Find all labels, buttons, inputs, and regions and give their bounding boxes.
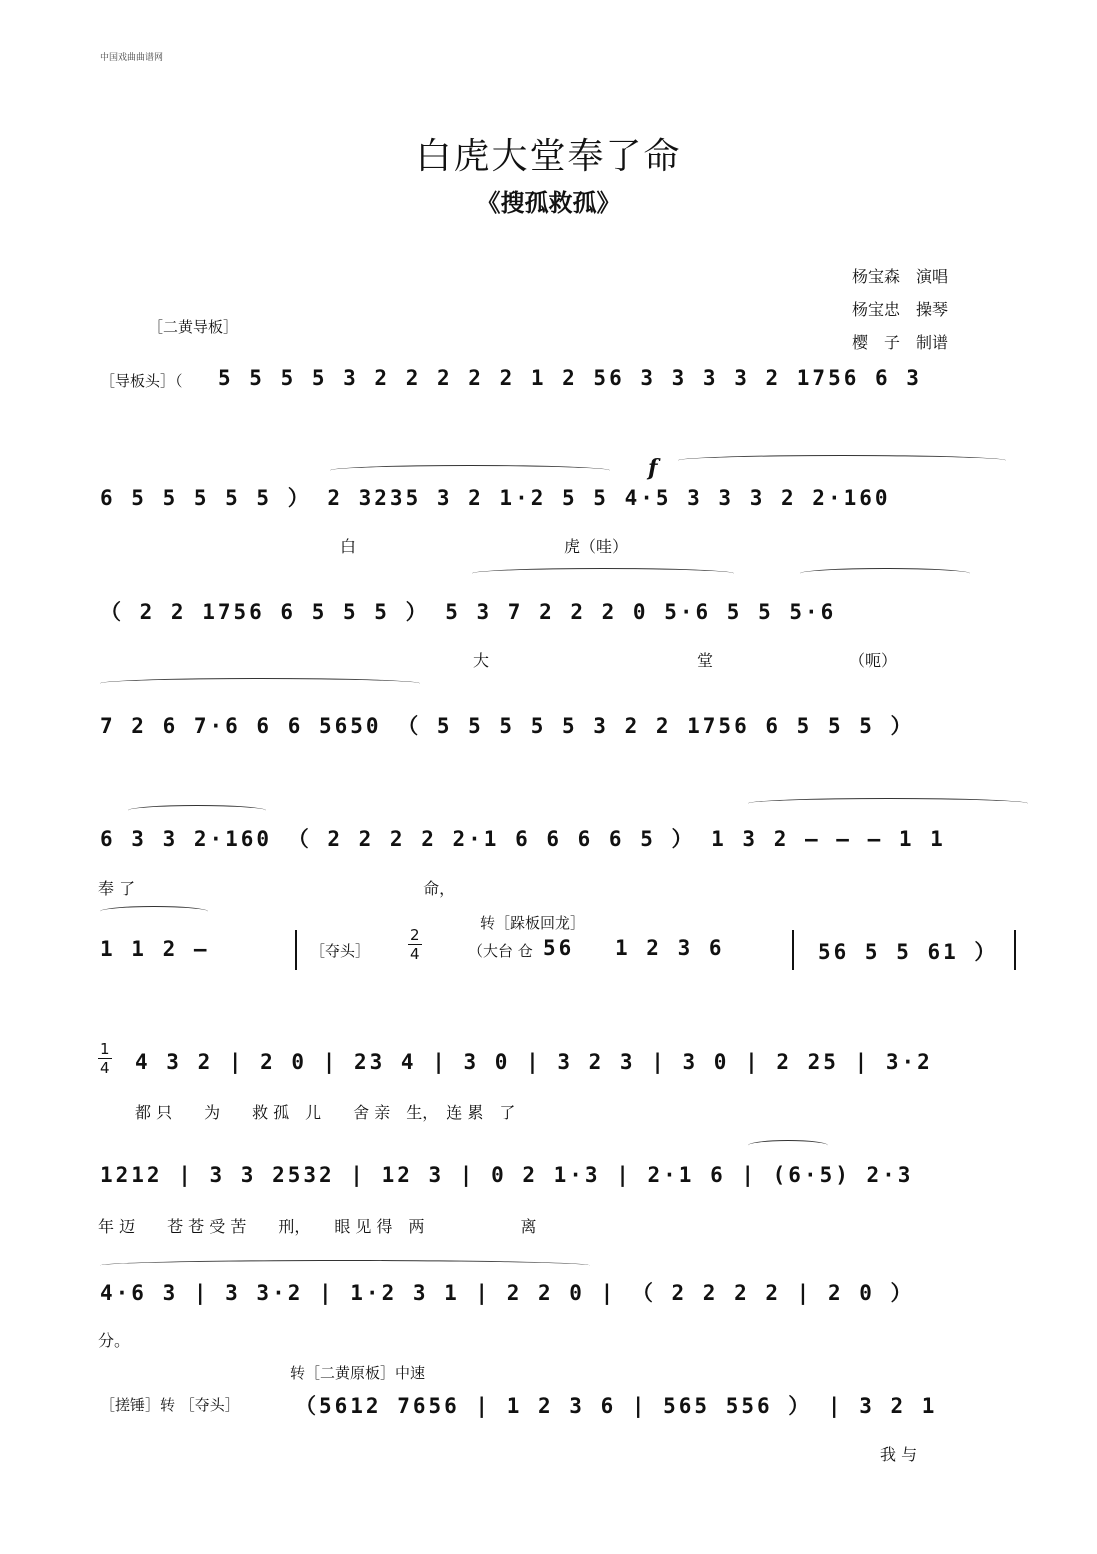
credits xyxy=(852,260,948,359)
slur xyxy=(748,798,1028,809)
slur xyxy=(330,465,610,476)
slur xyxy=(748,1140,828,1151)
credit-line: 樱 子 制谱 xyxy=(852,333,949,352)
row-label: ［导板头］（ xyxy=(100,372,183,390)
slur xyxy=(100,906,208,917)
row-prefix: ［夺头］ xyxy=(310,942,371,960)
score-line: 4 3 2 | 2 0 | 23 4 | 3 0 | 3 2 3 | 3 0 | 2 25 | 3·2 xyxy=(135,1050,933,1074)
slur xyxy=(128,805,266,816)
score-line: 6 3 3 2·160 （ 2 2 2 2 2·1 6 6 6 6 5 ） 1 3 2 — — — 1 1 xyxy=(100,827,946,851)
dynamic-mark: f xyxy=(648,455,658,481)
score-notes: 56 xyxy=(543,936,575,960)
slur xyxy=(678,455,1006,466)
page-title: 白虎大堂奉了命 xyxy=(415,136,682,177)
lyrics-line: 我 与 xyxy=(880,1445,918,1464)
percussion-label: （大台 仓 xyxy=(468,942,533,960)
lyrics-line: 年 迈 苍 苍 受 苦 刑， 眼 见 得 两 离 xyxy=(98,1217,537,1236)
score-line: 4·6 3 | 3 3·2 | 1·2 3 1 | 2 2 0 | （ 2 2 2 2 | 2 0 ） xyxy=(100,1281,915,1305)
lyrics-line: 分。 xyxy=(98,1331,131,1350)
modulation-label: 转［跺板回龙］ xyxy=(480,914,586,932)
lyrics-line: 都 只 为 救 孤 儿 舍 亲 生， 连 累 了 xyxy=(135,1103,516,1122)
slur xyxy=(800,568,970,579)
score-line: 5 5 5 5 3 2 2 2 2 2 1 2 56 3 3 3 3 2 1756 6 3 xyxy=(218,366,922,390)
time-signature: 2 4 xyxy=(410,926,420,963)
slur xyxy=(100,678,420,689)
page-subtitle: 《搜孤救孤》 xyxy=(476,189,621,217)
barline xyxy=(295,930,297,970)
score-line: （ 2 2 1756 6 5 5 5 ） 5 3 7 2 2 2 0 5·6 5 5 5·6 xyxy=(100,600,837,624)
lyrics-line: 大 堂 （呃） xyxy=(473,651,898,670)
lyrics-line: 奉 了 命， xyxy=(98,879,456,898)
credit-line: 杨宝忠 操琴 xyxy=(852,300,949,319)
credit-line: 杨宝森 演唱 xyxy=(852,267,949,286)
slur xyxy=(100,1260,590,1271)
barline xyxy=(792,930,794,970)
score-line: 1212 | 3 3 2532 | 12 3 | 0 2 1·3 | 2·1 6 | (6·5) 2·3 xyxy=(100,1163,914,1187)
score-line: （5612 7656 | 1 2 3 6 | 565 556 ） | 3 2 1 xyxy=(295,1394,938,1418)
score-line: 7 2 6 7·6 6 6 5650 （ 5 5 5 5 5 3 2 2 1756 6 5 5 5 ） xyxy=(100,714,915,738)
score-line: 6 5 5 5 5 5 ） 2 3235 3 2 1·2 5 5 4·5 3 3 3 2 2·160 xyxy=(100,486,891,510)
modulation-label: 转［二黄原板］中速 xyxy=(290,1364,426,1382)
watermark: 中国戏曲曲谱网 xyxy=(100,53,164,63)
slur xyxy=(472,568,734,579)
score-notes: 1 2 3 6 xyxy=(615,936,725,960)
barline xyxy=(1014,930,1016,970)
lyrics-line: 白 虎（哇） xyxy=(340,537,629,556)
score-line: 1 1 2 — xyxy=(100,937,210,961)
time-signature: 1 4 xyxy=(100,1040,110,1077)
section-label: ［二黄导板］ xyxy=(148,318,239,336)
row-label: ［搓锤］转 ［夺头］ xyxy=(100,1396,240,1414)
score-notes: 56 5 5 61 ） xyxy=(818,940,999,964)
